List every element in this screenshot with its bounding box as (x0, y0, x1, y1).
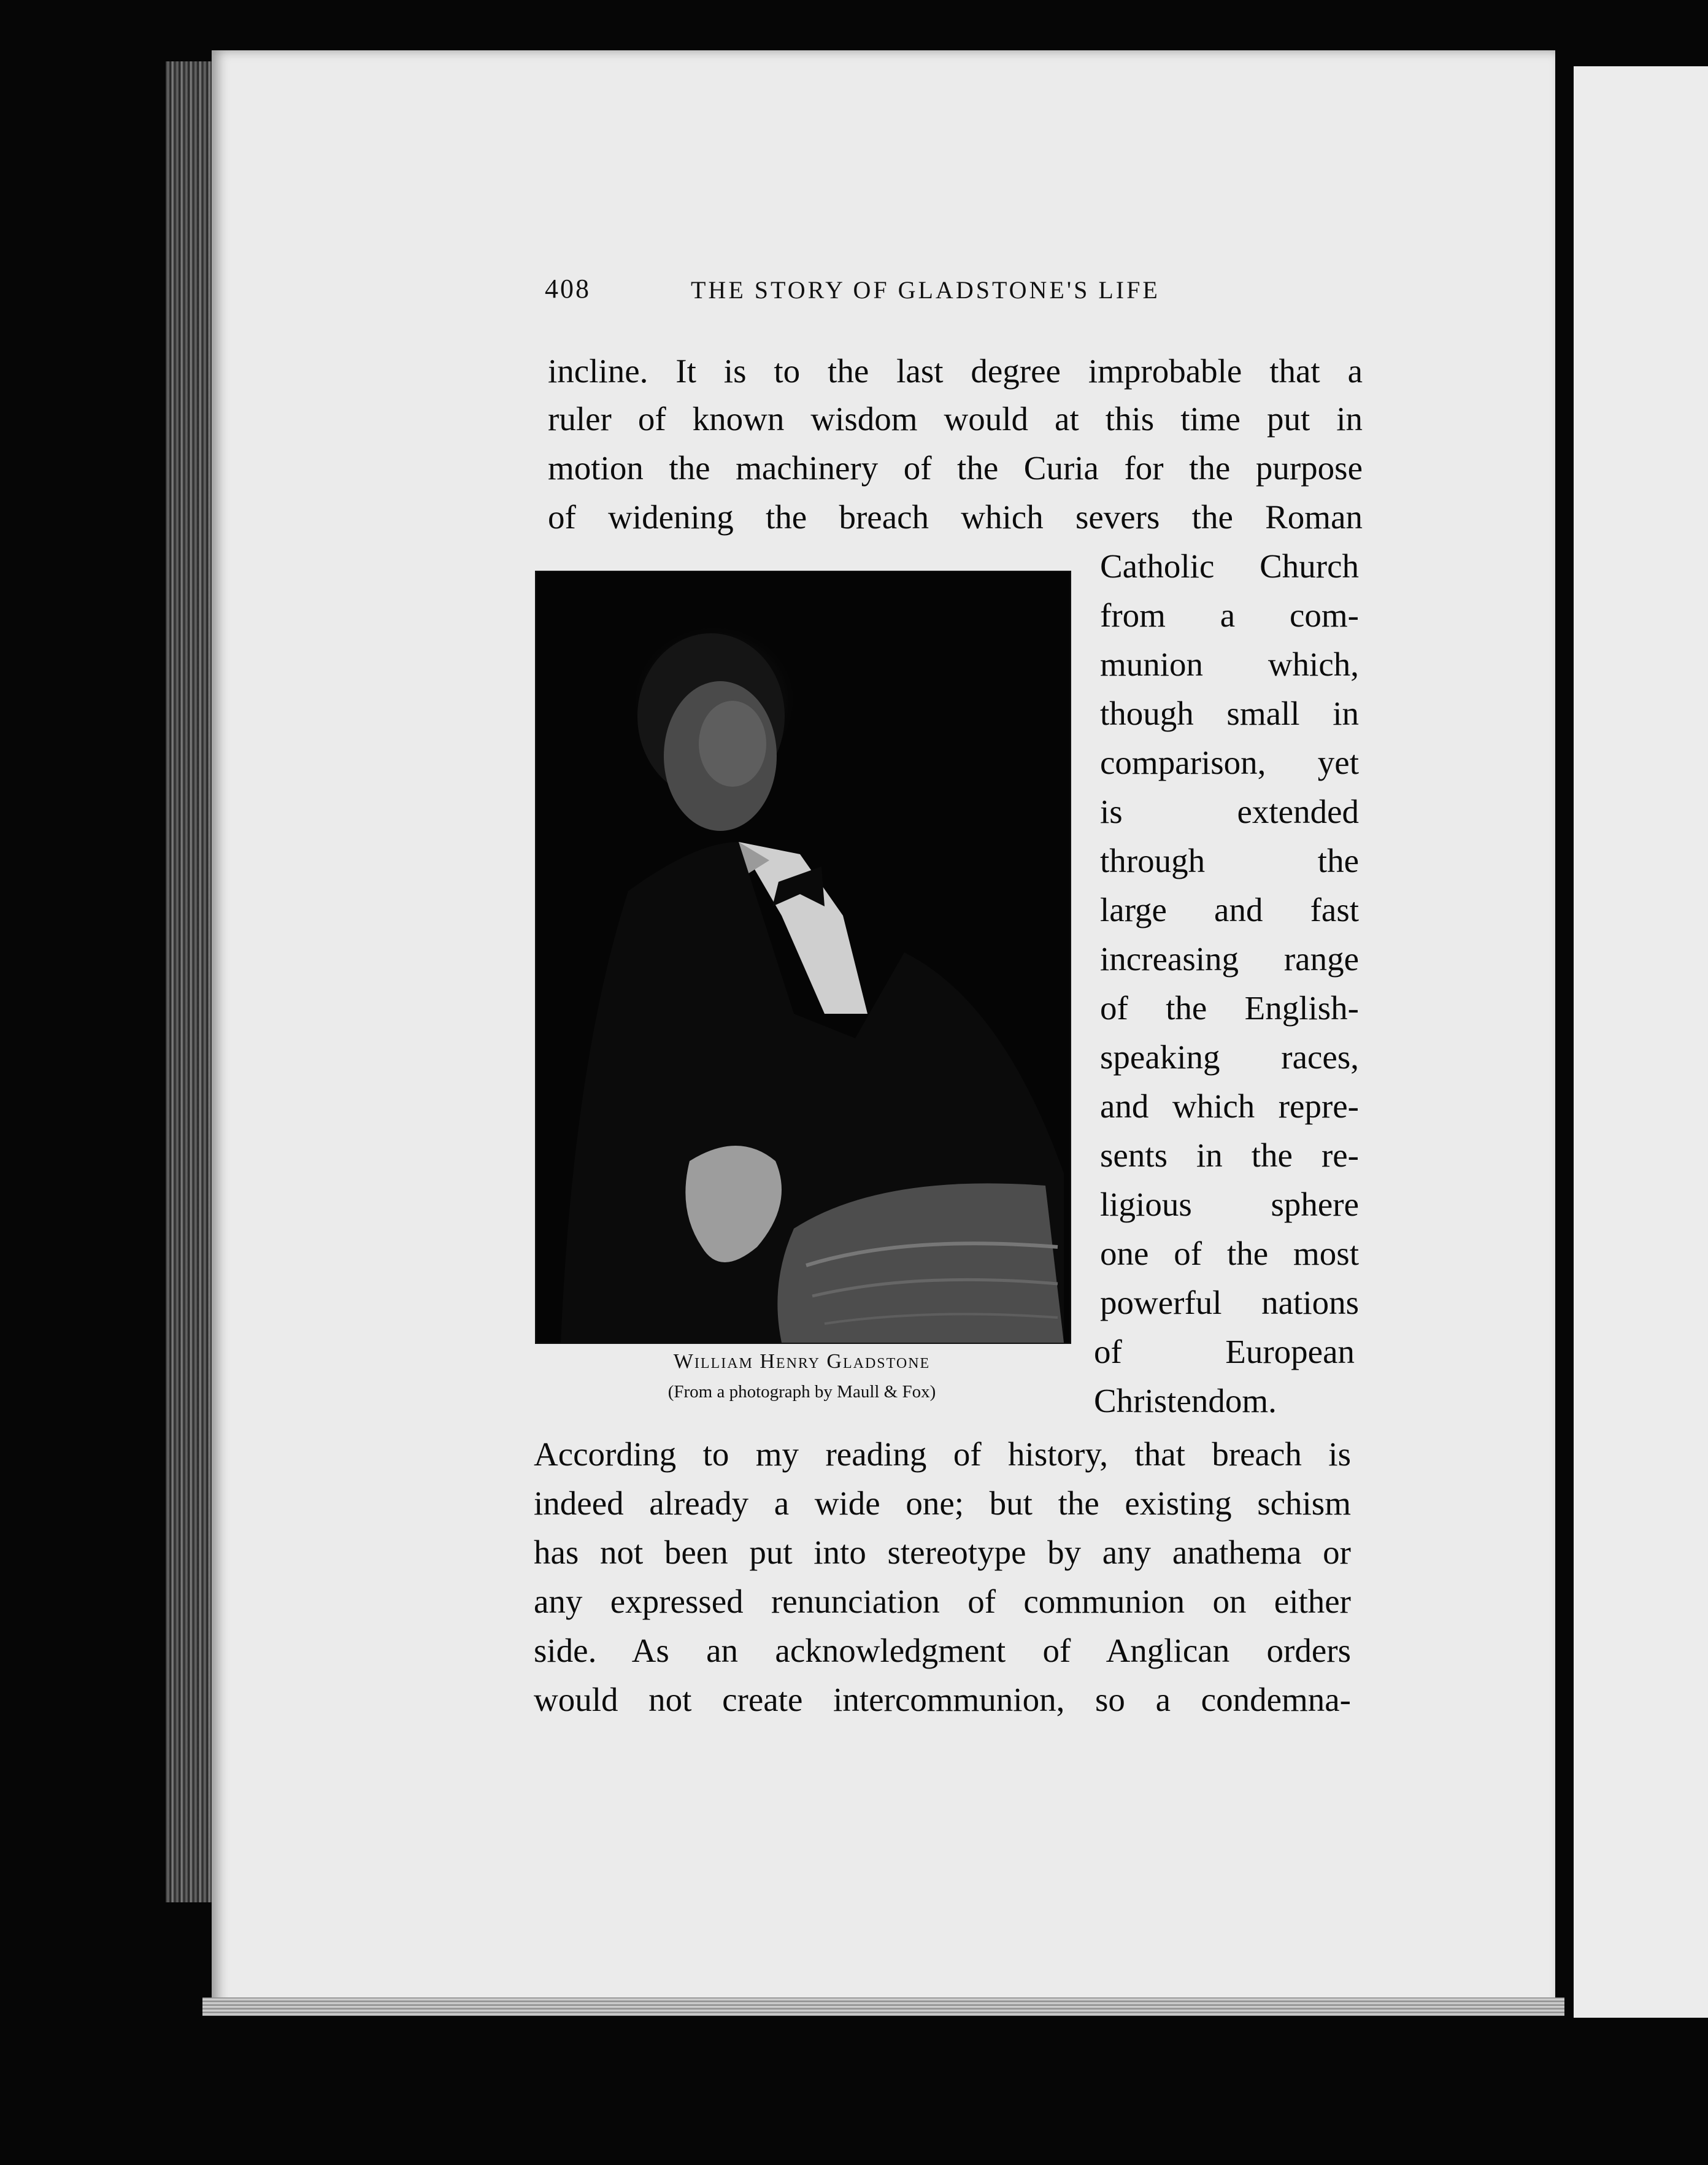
body-line: and which repre- (1100, 1087, 1359, 1125)
body-line: According to my reading of history, that breach is (534, 1435, 1351, 1473)
body-line: sents in the re- (1100, 1137, 1359, 1174)
running-head (545, 273, 1227, 310)
body-line: has not been put into stereotype by any anathema or (534, 1534, 1351, 1571)
body-line: through the (1100, 842, 1359, 879)
body-line: would not create intercommunion, so a condemna- (534, 1681, 1351, 1718)
body-line: speaking races, (1100, 1038, 1359, 1076)
facing-page-edge (1574, 66, 1708, 2018)
body-line: powerful nations (1100, 1284, 1359, 1321)
body-line: of the English- (1100, 989, 1359, 1027)
body-line: any expressed renunciation of communion on either (534, 1583, 1351, 1620)
body-line: though small in (1100, 695, 1359, 732)
page-bottom-edge (202, 1997, 1564, 2016)
body-line: increasing range (1100, 940, 1359, 978)
body-line: ligious sphere (1100, 1186, 1359, 1223)
body-line: ruler of known wisdom would at this time put in (548, 400, 1363, 438)
body-line: side. As an acknowledgment of Anglican orders (534, 1632, 1351, 1669)
body-line: Christendom. (1094, 1382, 1277, 1419)
page-number: 408 (545, 274, 591, 304)
body-line: from a com- (1100, 596, 1359, 634)
body-line: large and fast (1100, 891, 1359, 928)
body-line: of European (1094, 1333, 1355, 1370)
portrait-figure (536, 572, 1070, 1343)
running-title: THE STORY OF GLADSTONE'S LIFE (691, 276, 1160, 304)
body-line: is extended (1100, 793, 1359, 830)
body-line: munion which, (1100, 646, 1359, 683)
figure-caption-credit: (From a photograph by Maull & Fox) (667, 1382, 936, 1402)
body-line: motion the machinery of the Curia for the purpose (548, 449, 1363, 487)
body-line: Catholic Church (1100, 547, 1359, 585)
body-line: one of the most (1100, 1235, 1359, 1272)
body-line: incline. It is to the last degree improbable that a (548, 352, 1363, 390)
body-line: indeed already a wide one; but the existing schism (534, 1484, 1351, 1522)
body-line: of widening the breach which severs the Roman (548, 498, 1363, 536)
figure-caption-title: William Henry Gladstone (673, 1350, 931, 1373)
body-line: comparison, yet (1100, 744, 1359, 781)
portrait-photograph (535, 571, 1071, 1344)
